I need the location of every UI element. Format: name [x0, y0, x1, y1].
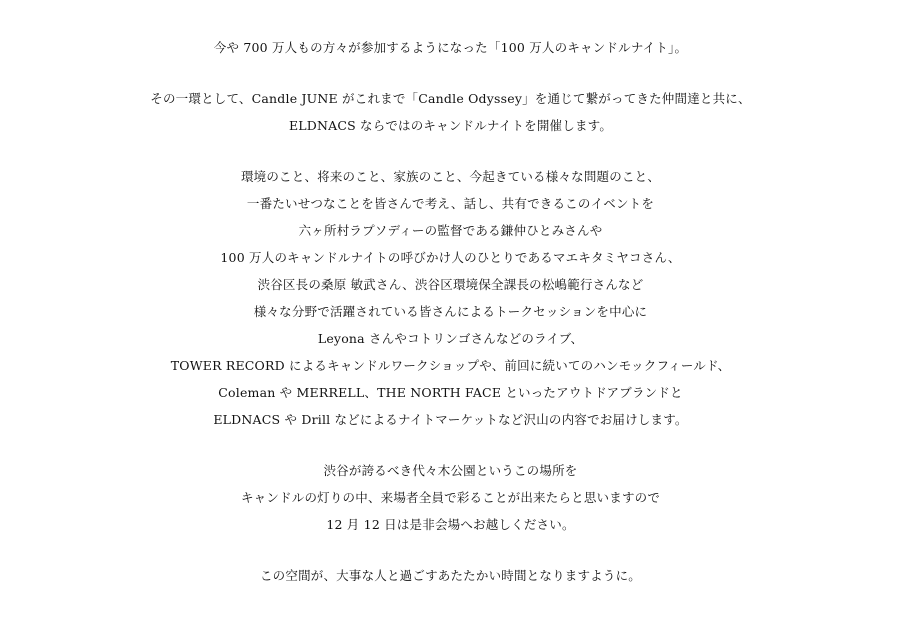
text-line: その一環として、Candle JUNE がこれまで「Candle Odyssey」を通じて繋がってきた仲間達と共に、 — [150, 91, 751, 106]
intro-paragraph — [0, 34, 901, 61]
text-line: この空間が、大事な人と過ごすあたたかい時間となりますように。 — [259, 568, 641, 583]
document-body — [0, 34, 901, 613]
text-line: 12 月 12 日は是非会場へお越しください。 — [326, 517, 575, 532]
invitation-paragraph — [0, 457, 901, 538]
program-paragraph — [0, 163, 901, 433]
closing-paragraph — [0, 562, 901, 589]
text-line: 今や 700 万人もの方々が参加するようになった「100 万人のキャンドルナイト」。 — [213, 40, 688, 55]
text-line: 渋谷区長の桑原 敏武さん、渋谷区環境保全課長の松嶋範行さんなど — [257, 277, 644, 292]
text-line: Leyona さんやコトリンゴさんなどのライブ、 — [317, 331, 584, 346]
text-line: 六ヶ所村ラプソディーの監督である鎌仲ひとみさんや — [298, 223, 603, 238]
text-line: 一番たいせつなことを皆さんで考え、話し、共有できるこのイベントを — [246, 196, 655, 211]
text-line: Coleman や MERRELL、THE NORTH FACE といったアウトドアブランドと — [218, 385, 683, 400]
text-line: 100 万人のキャンドルナイトの呼びかけ人のひとりであるマエキタミヤコさん、 — [220, 250, 681, 265]
text-line: ELDNACS や Drill などによるナイトマーケットなど沢山の内容でお届けします。 — [213, 412, 688, 427]
text-line: 環境のこと、将来のこと、家族のこと、今起きている様々な問題のこと、 — [240, 169, 661, 184]
text-line: キャンドルの灯りの中、来場者全員で彩ることが出来たらと思いますので — [240, 490, 661, 505]
text-line: ELDNACS ならではのキャンドルナイトを開催します。 — [288, 118, 613, 133]
text-line: TOWER RECORD によるキャンドルワークショップや、前回に続いてのハンモックフィールド、 — [170, 358, 731, 373]
text-line: 様々な分野で活躍されている皆さんによるトークセッションを中心に — [253, 304, 648, 319]
event-paragraph — [0, 85, 901, 139]
text-line: 渋谷が誇るべき代々木公園というこの場所を — [323, 463, 578, 478]
